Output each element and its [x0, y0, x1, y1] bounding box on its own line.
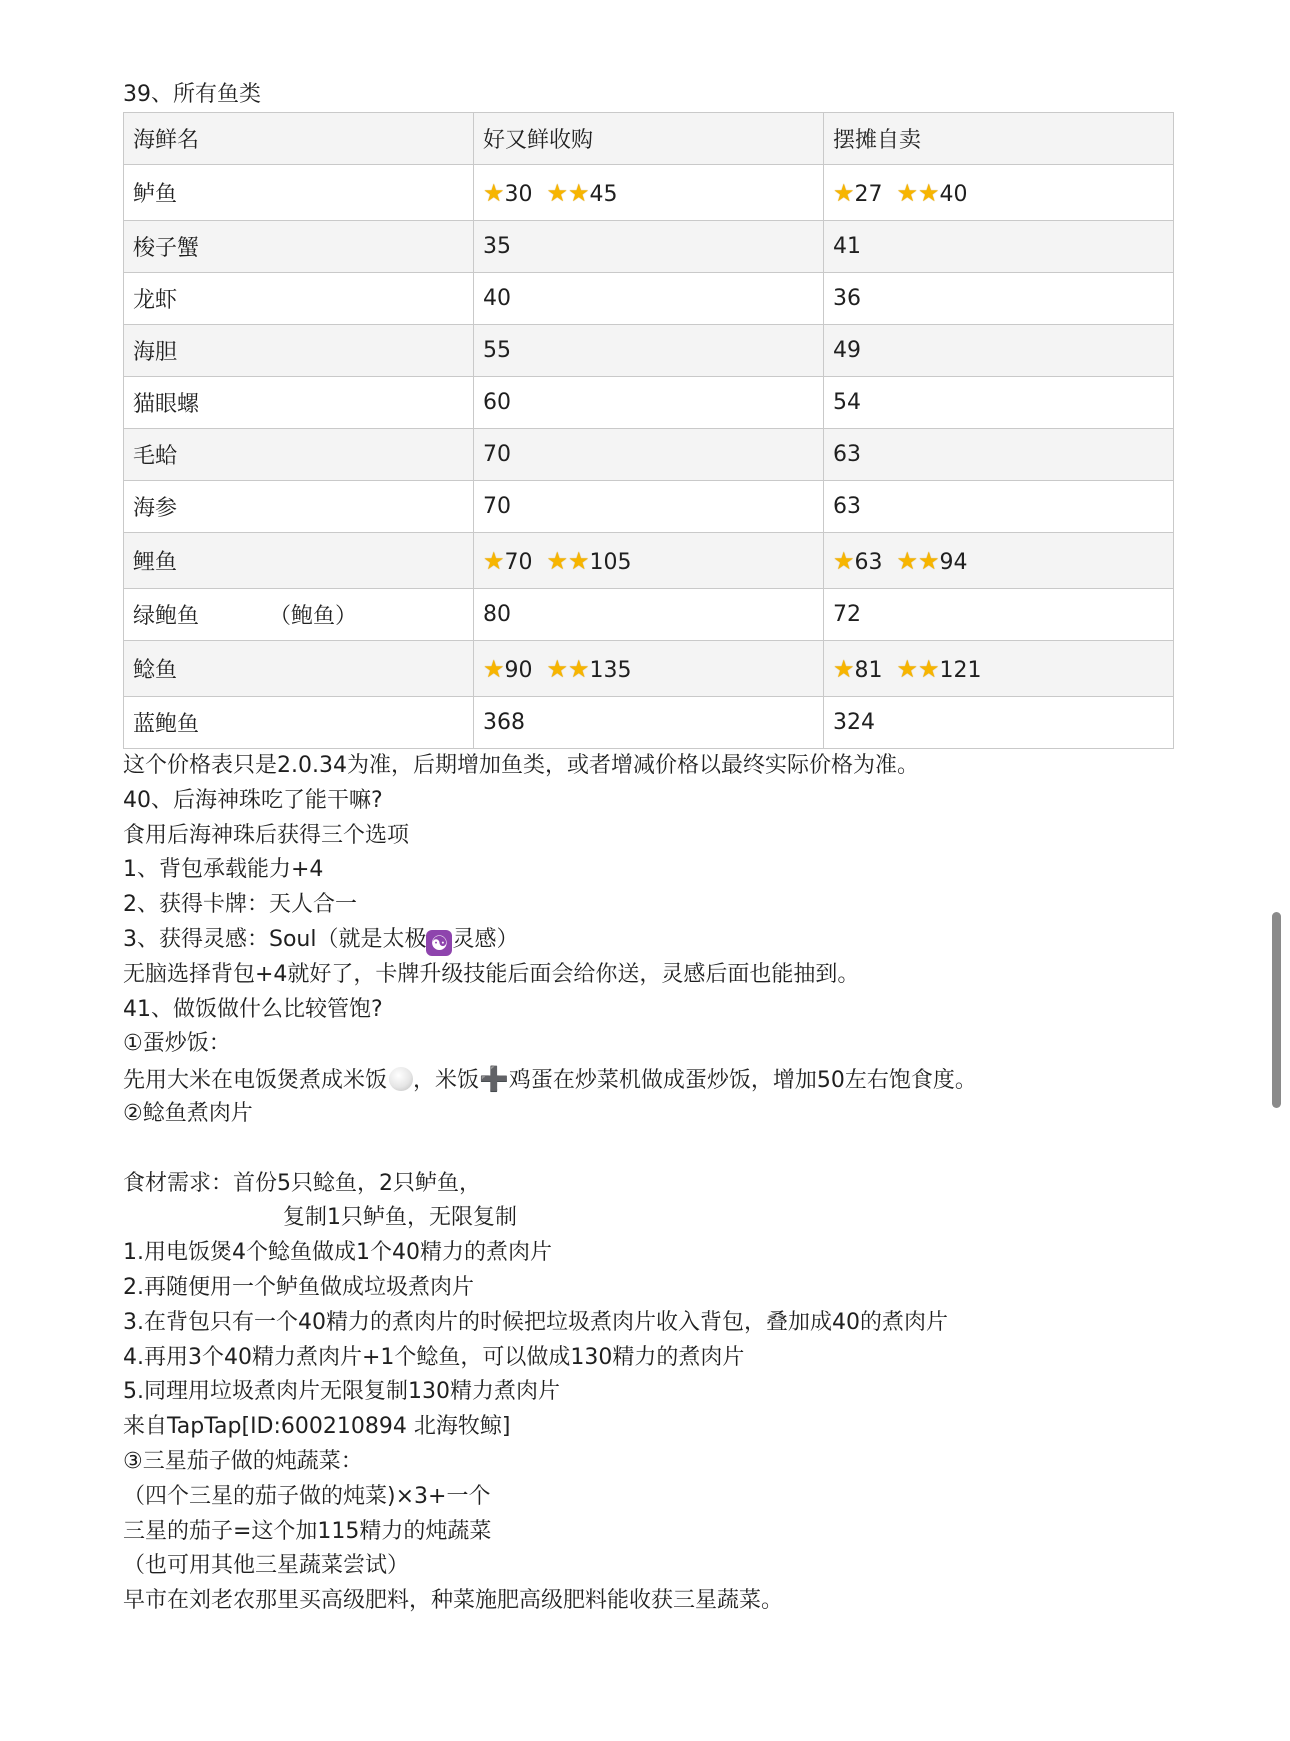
q40-option-3-text-b: 灵感）: [452, 926, 519, 952]
star-icon: ★: [546, 178, 569, 207]
q40-option-1: 1、背包承载能力+4: [123, 857, 324, 883]
blank-line: [123, 1132, 1173, 1167]
price-value: 54: [833, 390, 861, 415]
buy-price-cell: [474, 273, 824, 325]
q40-option-3: [123, 923, 1173, 958]
one-star-price: 27: [854, 181, 883, 207]
price-value: 36: [833, 286, 861, 311]
seafood-name: 猫眼螺: [133, 392, 200, 417]
one-star-price: 90: [504, 657, 533, 683]
recipe-1-desc: [123, 1062, 1173, 1097]
star-icon: ★: [918, 178, 940, 207]
star-icon: ★: [483, 178, 505, 207]
price-value: 49: [833, 338, 861, 363]
star-icon: ★: [568, 546, 590, 575]
header-label: 海鲜名: [133, 128, 200, 153]
table-row: [124, 589, 1174, 641]
price-value: 63: [833, 442, 861, 467]
two-star-price: 105: [589, 549, 632, 575]
recipe-3-line-b: 三星的茄子=这个加115精力的炖蔬菜: [123, 1518, 492, 1544]
table-row: [124, 429, 1174, 481]
seafood-name-cell: [124, 273, 474, 325]
buy-price-cell: [474, 641, 824, 697]
table-row: [124, 533, 1174, 589]
table-header-cell: [474, 113, 824, 165]
recipe-3-line-d: 早市在刘老农那里买高级肥料，种菜施肥高级肥料能收获三星蔬菜。: [123, 1588, 784, 1614]
seafood-name: 海胆: [133, 340, 178, 365]
price-value: 63: [833, 494, 861, 519]
q41-title: 41、做饭做什么比较管饱?: [123, 996, 383, 1022]
recipe-2-step-5: 5.同理用垃圾煮肉片无限复制130精力煮肉片: [123, 1379, 560, 1405]
two-star-price: 40: [939, 181, 968, 207]
seafood-name: 鲶鱼: [133, 658, 178, 683]
price-value: 40: [483, 286, 511, 311]
sell-price-cell: [824, 429, 1174, 481]
document-page: [123, 80, 1173, 1619]
sell-price-cell: [824, 589, 1174, 641]
two-star-price: 135: [589, 657, 632, 683]
sell-price-cell: [824, 481, 1174, 533]
table-row: [124, 377, 1174, 429]
scrollbar-thumb[interactable]: [1272, 912, 1281, 1108]
buy-price-cell: [474, 429, 824, 481]
q40-option-3-text-a: 3、获得灵感：Soul（就是太极: [123, 926, 427, 952]
recipe-1-text-c: 鸡蛋在炒菜机做成蛋炒饭，增加50左右饱食度。: [508, 1068, 977, 1094]
plus-icon: ➕: [479, 1065, 509, 1094]
buy-price-cell: [474, 697, 824, 749]
yin-yang-icon: ☯: [426, 930, 452, 956]
two-star-price: 94: [939, 549, 968, 575]
recipe-2-step-1: 1.用电饭煲4个鲶鱼做成1个40精力的煮肉片: [123, 1240, 552, 1266]
seafood-name-note: （鲍鱼）: [269, 604, 358, 629]
star-icon: ★: [546, 654, 569, 683]
buy-price-cell: [474, 377, 824, 429]
table-row: [124, 697, 1174, 749]
seafood-name-cell: [124, 533, 474, 589]
star-icon: ★: [483, 654, 505, 683]
recipe-2-step-2: 2.再随便用一个鲈鱼做成垃圾煮肉片: [123, 1274, 474, 1300]
seafood-name-cell: [124, 165, 474, 221]
price-value: 55: [483, 338, 511, 363]
seafood-name-cell: [124, 697, 474, 749]
recipe-2-need-1: 食材需求：首份5只鲶鱼，2只鲈鱼，: [123, 1170, 481, 1196]
one-star-price: 70: [504, 549, 533, 575]
table-row: [124, 273, 1174, 325]
buy-price-cell: [474, 481, 824, 533]
table-row: [124, 221, 1174, 273]
sell-price-cell: [824, 641, 1174, 697]
table-row: [124, 481, 1174, 533]
recipe-3-title: ③三星茄子做的炖蔬菜：: [123, 1448, 363, 1474]
seafood-name: 蓝鲍鱼: [133, 712, 200, 737]
table-header-cell: [824, 113, 1174, 165]
price-value: 41: [833, 234, 861, 259]
recipe-2-step-4: 4.再用3个40精力煮肉片+1个鲶鱼，可以做成130精力的煮肉片: [123, 1344, 745, 1370]
star-icon: ★: [568, 654, 590, 683]
seafood-name: 梭子蟹: [133, 236, 200, 261]
price-value: 80: [483, 602, 511, 627]
price-value: 70: [483, 494, 511, 519]
seafood-name: 鲤鱼: [133, 550, 178, 575]
q40-intro: 食用后海神珠后获得三个选项: [123, 822, 410, 848]
star-icon: ★: [546, 546, 569, 575]
recipe-1-text-a: 先用大米在电饭煲煮成米饭: [123, 1068, 388, 1094]
buy-price-cell: [474, 533, 824, 589]
table-row: [124, 325, 1174, 377]
seafood-name: 毛蛤: [133, 444, 178, 469]
star-icon: ★: [833, 178, 855, 207]
seafood-name-cell: [124, 429, 474, 481]
star-icon: ★: [896, 546, 919, 575]
price-value: 35: [483, 234, 511, 259]
table-row: [124, 641, 1174, 697]
sell-price-cell: [824, 697, 1174, 749]
rice-icon: [389, 1067, 413, 1091]
section-39-title: 39、所有鱼类: [123, 82, 261, 107]
star-icon: ★: [918, 654, 940, 683]
star-icon: ★: [833, 546, 855, 575]
recipe-2-source: 来自TapTap[ID:600210894 北海牧鲸]: [123, 1414, 511, 1440]
q40-option-2: 2、获得卡牌：天人合一: [123, 892, 357, 918]
recipe-1-title: ①蛋炒饭：: [123, 1031, 231, 1057]
table-header-cell: [124, 113, 474, 165]
notes-section: [123, 749, 1173, 1619]
seafood-name: 龙虾: [133, 288, 178, 313]
header-label: 摆摊自卖: [833, 128, 922, 153]
recipe-3-line-a: （四个三星的茄子做的炖菜)×3+一个: [123, 1483, 491, 1509]
header-label: 好又鲜收购: [483, 128, 594, 153]
buy-price-cell: [474, 221, 824, 273]
seafood-name-cell: [124, 325, 474, 377]
price-value: 368: [483, 710, 525, 735]
sell-price-cell: [824, 221, 1174, 273]
one-star-price: 30: [504, 181, 533, 207]
q40-tip: 无脑选择背包+4就好了，卡牌升级技能后面会给你送，灵感后面也能抽到。: [123, 961, 860, 987]
seafood-name: 绿鲍鱼: [133, 604, 200, 629]
one-star-price: 63: [854, 549, 883, 575]
q40-title: 40、后海神珠吃了能干嘛?: [123, 787, 383, 813]
price-value: 60: [483, 390, 511, 415]
sell-price-cell: [824, 325, 1174, 377]
star-icon: ★: [568, 178, 590, 207]
recipe-1-text-b: ，米饭: [413, 1068, 480, 1094]
two-star-price: 121: [939, 657, 982, 683]
one-star-price: 81: [854, 657, 883, 683]
buy-price-cell: [474, 165, 824, 221]
seafood-name-cell: [124, 377, 474, 429]
recipe-3-line-c: （也可用其他三星蔬菜尝试）: [123, 1553, 410, 1579]
price-value: 70: [483, 442, 511, 467]
star-icon: ★: [896, 178, 919, 207]
buy-price-cell: [474, 325, 824, 377]
seafood-name-cell: [124, 481, 474, 533]
sell-price-cell: [824, 377, 1174, 429]
seafood-name-cell: [124, 221, 474, 273]
price-value: 324: [833, 710, 875, 735]
buy-price-cell: [474, 589, 824, 641]
table-header-row: [124, 113, 1174, 165]
sell-price-cell: [824, 533, 1174, 589]
seafood-name-cell: [124, 641, 474, 697]
star-icon: ★: [833, 654, 855, 683]
star-icon: ★: [918, 546, 940, 575]
table-row: [124, 165, 1174, 221]
star-icon: ★: [483, 546, 505, 575]
recipe-2-title: ②鲶鱼煮肉片: [123, 1100, 253, 1126]
sell-price-cell: [824, 165, 1174, 221]
seafood-name-cell: [124, 589, 474, 641]
price-value: 72: [833, 602, 861, 627]
sell-price-cell: [824, 273, 1174, 325]
recipe-2-step-3: 3.在背包只有一个40精力的煮肉片的时候把垃圾煮肉片收入背包，叠加成40的煮肉片: [123, 1309, 948, 1335]
two-star-price: 45: [589, 181, 618, 207]
seafood-name: 海参: [133, 496, 178, 521]
price-note: 这个价格表只是2.0.34为准，后期增加鱼类，或者增减价格以最终实际价格为准。: [123, 753, 919, 778]
star-icon: ★: [896, 654, 919, 683]
fish-price-table: [123, 112, 1174, 749]
seafood-name: 鲈鱼: [133, 182, 178, 207]
recipe-2-need-2: 复制1只鲈鱼，无限复制: [283, 1205, 517, 1231]
